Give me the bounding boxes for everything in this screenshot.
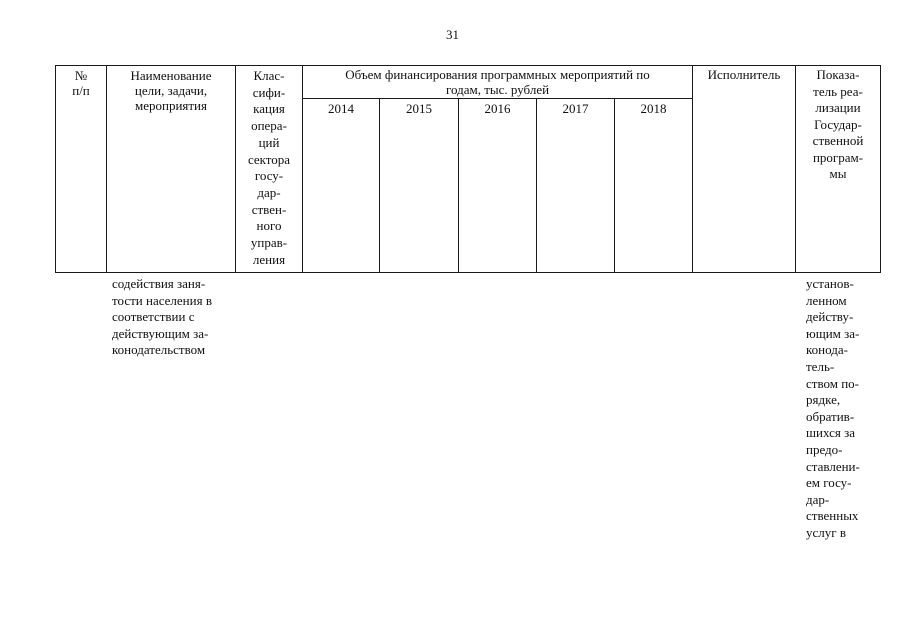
header-executor: Исполнитель — [707, 67, 781, 82]
header-year-2017: 2017 — [562, 101, 589, 116]
continuation-name-text: содействия заня- тости населения в соответствии с действующим за- конодательством — [112, 276, 212, 358]
header-name: Наименование цели, задачи, мероприятия — [130, 68, 212, 113]
page-number: 31 — [446, 27, 459, 42]
header-year-2016: 2016 — [484, 101, 511, 116]
continuation-indicator-text: установ- ленном действу- ющим за- конода- тель- ством по- рядке, обратив- шихся за предо- ставлени- ем госу- дар- ственных услуг в — [806, 276, 860, 540]
header-num: № п/п — [72, 68, 90, 98]
header-classification: Клас- сифи- кация опера- ций сектора госу- дар- ствен- ного управ- ления — [247, 68, 291, 267]
header-year-2018: 2018 — [640, 101, 667, 116]
header-indicator: Показа- тель реа- лизации Государ- ственной програм- мы — [812, 67, 864, 181]
header-funding: Объем финансирования программных мероприятий по годам, тыс. рублей — [345, 67, 650, 97]
header-year-2014: 2014 — [328, 101, 354, 116]
header-year-2015: 2015 — [406, 101, 432, 116]
